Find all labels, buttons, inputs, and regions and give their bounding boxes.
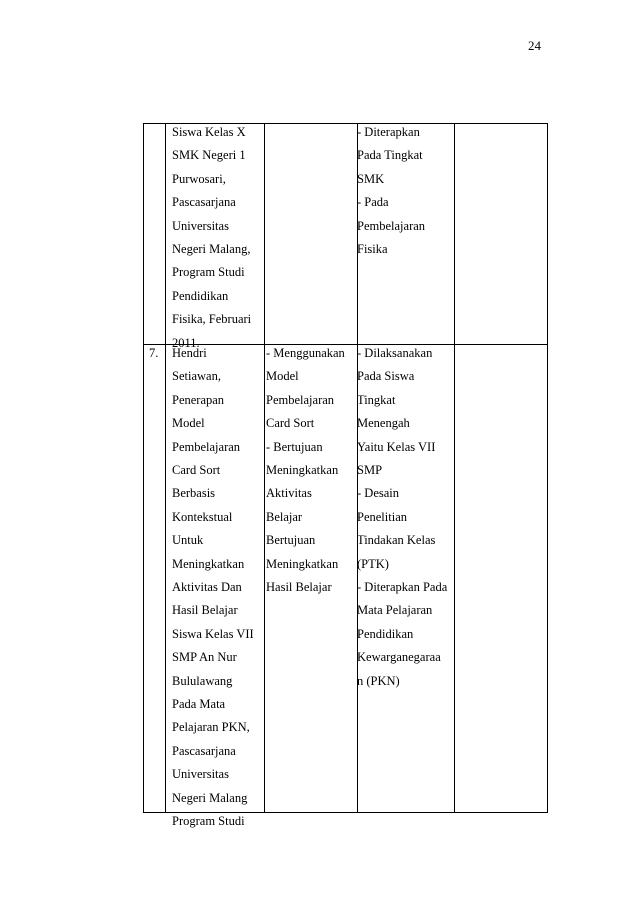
author-line: SMP An Nur xyxy=(172,650,237,665)
page-number: 24 xyxy=(528,38,541,53)
author-line: Untuk xyxy=(172,533,204,548)
author-line: Purwosari, xyxy=(172,171,226,186)
difference-line: Kewarganegaraa xyxy=(357,650,441,665)
author-line: Universitas xyxy=(172,218,229,233)
similarity-line: Meningkatkan xyxy=(266,556,339,571)
author-line: Model xyxy=(172,416,205,431)
author-line: Pembelajaran xyxy=(172,439,241,454)
author-line: Negeri Malang xyxy=(172,790,248,805)
difference-line: - Pada xyxy=(357,195,389,210)
literature-table xyxy=(143,123,548,828)
difference-line: Penelitian xyxy=(357,509,407,524)
difference-line: Fisika xyxy=(357,242,388,256)
similarity-line: Meningkatkan xyxy=(266,463,339,477)
author-line: Pascasarjana xyxy=(172,195,236,210)
author-line: SMK Negeri 1 xyxy=(172,148,246,163)
difference-line: - Dilaksanakan xyxy=(357,346,433,360)
author-line: Hasil Belajar xyxy=(172,603,238,618)
difference-line: Pembelajaran xyxy=(357,218,426,233)
similarity-line: Belajar xyxy=(266,509,303,524)
difference-line: - Desain xyxy=(357,486,399,501)
difference-line: Menengah xyxy=(357,416,410,431)
author-line: Siswa Kelas X xyxy=(172,125,246,139)
similarity-line: Card Sort xyxy=(266,416,315,431)
similarity-line: Hasil Belajar xyxy=(266,580,332,594)
difference-line: Pendidikan xyxy=(357,626,414,641)
difference-line: Yaitu Kelas VII xyxy=(357,439,436,454)
author-line: Aktivitas Dan xyxy=(172,580,242,594)
author-line: Pascasarjana xyxy=(172,743,236,758)
author-line: Setiawan, xyxy=(172,369,221,384)
author-line: Program Studi xyxy=(172,814,245,828)
difference-line: n (PKN) xyxy=(357,673,400,688)
similarity-line: Aktivitas xyxy=(266,486,312,501)
difference-line: Mata Pelajaran xyxy=(357,603,433,618)
similarity-line: - Bertujuan xyxy=(266,439,323,454)
difference-line: Pada Tingkat xyxy=(357,148,423,163)
author-line: Universitas xyxy=(172,767,229,782)
similarity-line: - Menggunakan xyxy=(266,346,345,360)
author-line: Bululawang xyxy=(172,673,233,688)
difference-line: SMP xyxy=(357,463,383,477)
difference-line: Tindakan Kelas xyxy=(357,533,436,548)
difference-line: SMK xyxy=(357,171,385,186)
author-line: Pendidikan xyxy=(172,288,229,303)
author-line: Card Sort xyxy=(172,463,221,477)
row-number: 7. xyxy=(149,346,159,360)
author-line: Pelajaran PKN, xyxy=(172,720,250,735)
author-line: Fisika, Februari xyxy=(172,312,252,327)
similarity-line: Model xyxy=(266,369,299,384)
author-line: Kontekstual xyxy=(172,509,233,524)
author-line: 2011. xyxy=(172,335,200,350)
difference-line: Tingkat xyxy=(357,392,396,407)
difference-line: Pada Siswa xyxy=(357,369,415,384)
author-line: Berbasis xyxy=(172,486,216,501)
difference-line: (PTK) xyxy=(357,556,389,571)
difference-line: - Diterapkan xyxy=(357,125,420,139)
author-line: Hendri xyxy=(172,346,207,360)
similarity-line: Pembelajaran xyxy=(266,392,335,407)
author-line: Negeri Malang, xyxy=(172,242,251,256)
author-line: Meningkatkan xyxy=(172,556,245,571)
difference-line: - Diterapkan Pada xyxy=(357,580,448,594)
author-line: Siswa Kelas VII xyxy=(172,626,254,641)
similarity-line: Bertujuan xyxy=(266,533,316,548)
author-line: Penerapan xyxy=(172,392,225,407)
author-line: Program Studi xyxy=(172,265,245,280)
author-line: Pada Mata xyxy=(172,697,226,711)
